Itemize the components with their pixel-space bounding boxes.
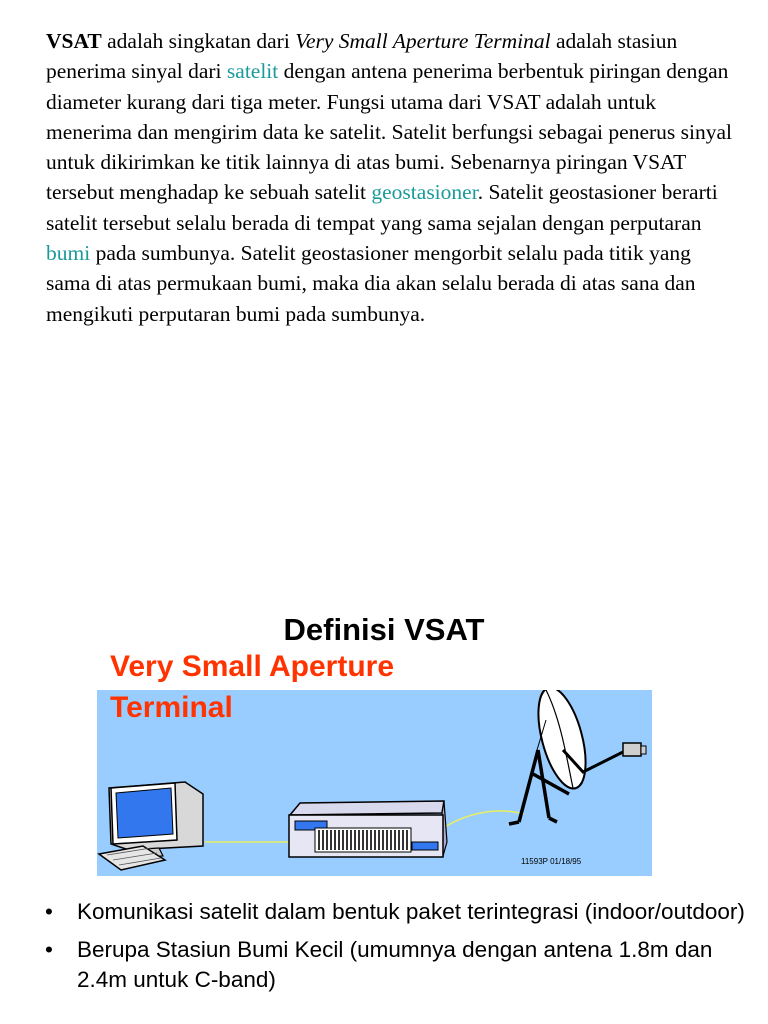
computer-icon (99, 782, 203, 870)
bullet-dot: • (45, 937, 53, 962)
bullet-item (45, 935, 745, 995)
indoor-unit-icon (289, 801, 447, 857)
paragraph-text-3: dengan antena penerima berbentuk piringan dengan diameter kurang dari tiga meter. Fungsi utama dari VSAT adalah untuk menerima dan mengirim data ke satelit. Satelit berfungsi sebagai penerus sinyal untuk dikirimkan ke titik lainnya di atas bumi. Sebenarnya piringan VSAT tersebut menghadap ke sebuah satelit (46, 59, 732, 205)
subtitle-line-1: Very Small Aperture (110, 650, 395, 683)
vsat-definition-paragraph (46, 26, 736, 329)
bullet-list (45, 897, 745, 1003)
link-geostasioner[interactable]: geostasioner (371, 180, 478, 205)
slide-title: Definisi VSAT (283, 612, 485, 647)
bullet-item (45, 897, 745, 927)
paragraph-text-4: . Satelit geostasioner berarti satelit tersebut selalu berada di tempat yang sama sejalan dengan perputaran (46, 180, 718, 235)
figure-code: 11593P 01/18/95 (521, 857, 582, 866)
link-bumi[interactable]: bumi (46, 241, 91, 266)
satellite-dish-icon (509, 690, 646, 824)
slide-subtitle (110, 646, 394, 728)
vsat-expansion: Very Small Aperture Terminal (295, 29, 551, 53)
bullet-text: Komunikasi satelit dalam bentuk paket terintegrasi (indoor/outdoor) (77, 899, 745, 924)
bullet-dot: • (45, 899, 53, 924)
paragraph-text-1: adalah singkatan dari (101, 29, 296, 53)
paragraph-text-2: adalah stasiun penerima sinyal dari (46, 29, 678, 84)
bullet-text: Berupa Stasiun Bumi Kecil (umumnya dengan antena 1.8m dan 2.4m untuk C-band) (77, 937, 713, 992)
vsat-term: VSAT (46, 29, 102, 53)
subtitle-line-2: Terminal (110, 691, 233, 724)
link-satelit[interactable]: satelit (226, 59, 279, 84)
paragraph-text-5: pada sumbunya. Satelit geostasioner mengorbit selalu pada titik yang sama di atas permukaan bumi, maka dia akan selalu berada di atas sana dan mengikuti perputaran bumi pada sumbunya. (46, 241, 696, 326)
idu-cable (443, 811, 524, 828)
